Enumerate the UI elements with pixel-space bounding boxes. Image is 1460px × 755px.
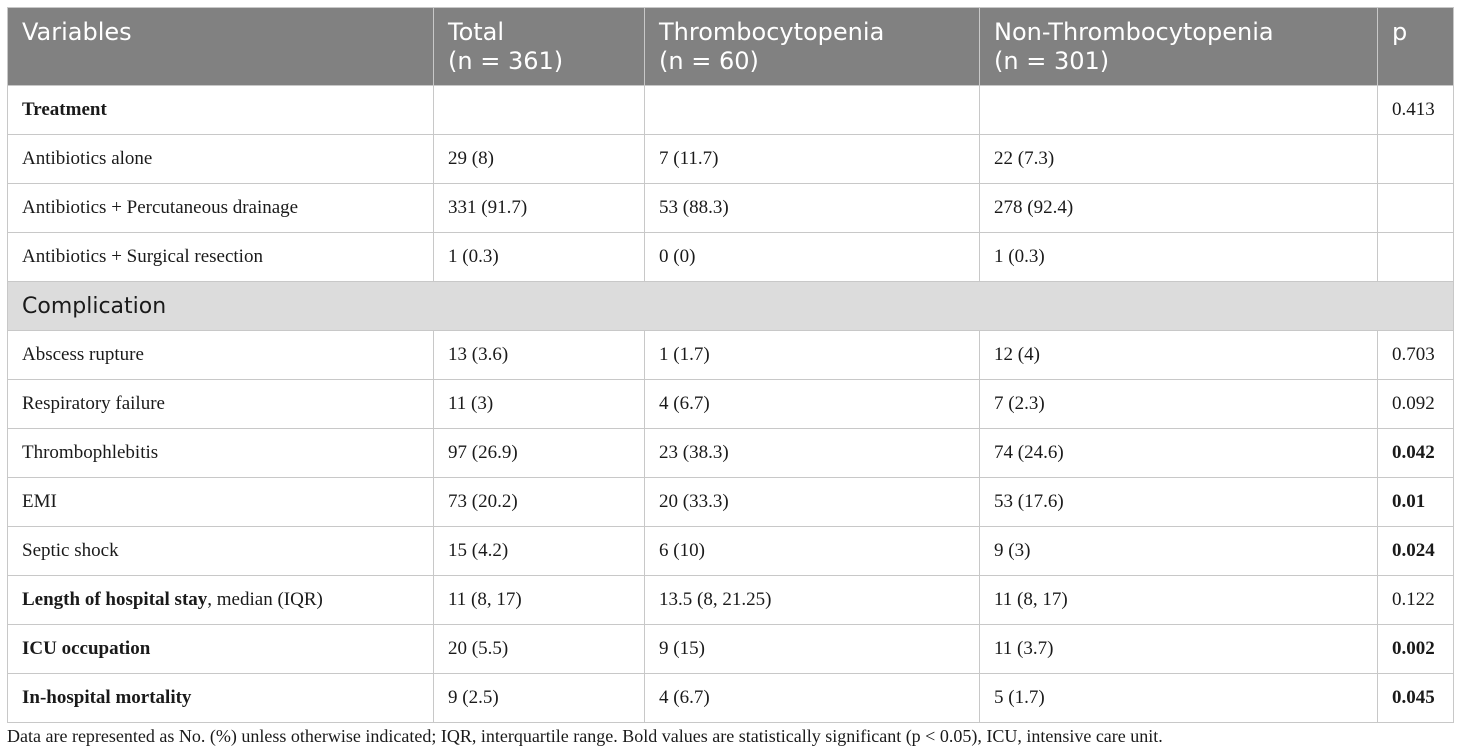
cell-total: 11 (3) (434, 380, 645, 429)
cell-p: 0.024 (1378, 527, 1454, 576)
cell-thrombocytopenia: 20 (33.3) (645, 478, 980, 527)
table-row (8, 380, 1454, 429)
row-label: Abscess rupture (8, 331, 434, 380)
table-row (8, 527, 1454, 576)
cell-thrombocytopenia: 7 (11.7) (645, 135, 980, 184)
table-row (8, 674, 1454, 723)
section-row-complication (8, 282, 1454, 331)
cell-total: 331 (91.7) (434, 184, 645, 233)
cell-thrombocytopenia: 4 (6.7) (645, 674, 980, 723)
cell-non-thrombocytopenia: 11 (8, 17) (980, 576, 1378, 625)
cell-non-thrombocytopenia: 7 (2.3) (980, 380, 1378, 429)
row-label: Septic shock (8, 527, 434, 576)
row-label: In-hospital mortality (8, 674, 434, 723)
cell-total: 13 (3.6) (434, 331, 645, 380)
table-footnote: Data are represented as No. (%) unless otherwise indicated; IQR, interquartile range. Bold values are statistically significant (p < 0.05), ICU, intensive care unit. (7, 726, 1163, 746)
cell-p (1378, 233, 1454, 282)
table-row (8, 135, 1454, 184)
table-row (8, 625, 1454, 674)
row-label: Antibiotics + Surgical resection (8, 233, 434, 282)
cell-thrombocytopenia: 1 (1.7) (645, 331, 980, 380)
section-title: Complication (8, 282, 1454, 331)
table-header-row (8, 8, 1454, 86)
cell-non-thrombocytopenia: 278 (92.4) (980, 184, 1378, 233)
cell-non-thrombocytopenia (980, 86, 1378, 135)
cell-p: 0.122 (1378, 576, 1454, 625)
cell-thrombocytopenia (645, 86, 980, 135)
cell-non-thrombocytopenia: 74 (24.6) (980, 429, 1378, 478)
row-label: Antibiotics + Percutaneous drainage (8, 184, 434, 233)
cell-thrombocytopenia: 9 (15) (645, 625, 980, 674)
cell-p: 0.045 (1378, 674, 1454, 723)
row-label: Antibiotics alone (8, 135, 434, 184)
header-p: p (1378, 8, 1454, 86)
cell-thrombocytopenia: 53 (88.3) (645, 184, 980, 233)
header-non-thrombocytopenia: Non-Thrombocytopenia (n = 301) (980, 8, 1378, 86)
cell-thrombocytopenia: 4 (6.7) (645, 380, 980, 429)
header-thrombocytopenia: Thrombocytopenia (n = 60) (645, 8, 980, 86)
cell-total: 15 (4.2) (434, 527, 645, 576)
row-label: Respiratory failure (8, 380, 434, 429)
cell-thrombocytopenia: 23 (38.3) (645, 429, 980, 478)
cell-thrombocytopenia: 13.5 (8, 21.25) (645, 576, 980, 625)
table-row (8, 331, 1454, 380)
row-label: EMI (8, 478, 434, 527)
results-table-container (7, 7, 1453, 723)
cell-total: 1 (0.3) (434, 233, 645, 282)
row-label: Length of hospital stay, median (IQR) (8, 576, 434, 625)
cell-p (1378, 135, 1454, 184)
cell-total: 73 (20.2) (434, 478, 645, 527)
table-row (8, 233, 1454, 282)
cell-non-thrombocytopenia: 53 (17.6) (980, 478, 1378, 527)
cell-p: 0.092 (1378, 380, 1454, 429)
row-label: ICU occupation (8, 625, 434, 674)
cell-total (434, 86, 645, 135)
cell-total: 11 (8, 17) (434, 576, 645, 625)
results-table (7, 7, 1454, 723)
table-row (8, 478, 1454, 527)
cell-p: 0.703 (1378, 331, 1454, 380)
table-row (8, 184, 1454, 233)
cell-total: 20 (5.5) (434, 625, 645, 674)
cell-p (1378, 184, 1454, 233)
header-total: Total (n = 361) (434, 8, 645, 86)
cell-total: 29 (8) (434, 135, 645, 184)
cell-non-thrombocytopenia: 22 (7.3) (980, 135, 1378, 184)
cell-p: 0.01 (1378, 478, 1454, 527)
cell-non-thrombocytopenia: 5 (1.7) (980, 674, 1378, 723)
cell-total: 9 (2.5) (434, 674, 645, 723)
cell-non-thrombocytopenia: 1 (0.3) (980, 233, 1378, 282)
cell-non-thrombocytopenia: 12 (4) (980, 331, 1378, 380)
cell-total: 97 (26.9) (434, 429, 645, 478)
cell-thrombocytopenia: 0 (0) (645, 233, 980, 282)
cell-p: 0.002 (1378, 625, 1454, 674)
row-label: Treatment (8, 86, 434, 135)
cell-p: 0.042 (1378, 429, 1454, 478)
table-row (8, 576, 1454, 625)
header-variables: Variables (8, 8, 434, 86)
cell-non-thrombocytopenia: 11 (3.7) (980, 625, 1378, 674)
table-row (8, 86, 1454, 135)
cell-p: 0.413 (1378, 86, 1454, 135)
cell-non-thrombocytopenia: 9 (3) (980, 527, 1378, 576)
table-row (8, 429, 1454, 478)
cell-thrombocytopenia: 6 (10) (645, 527, 980, 576)
row-label: Thrombophlebitis (8, 429, 434, 478)
